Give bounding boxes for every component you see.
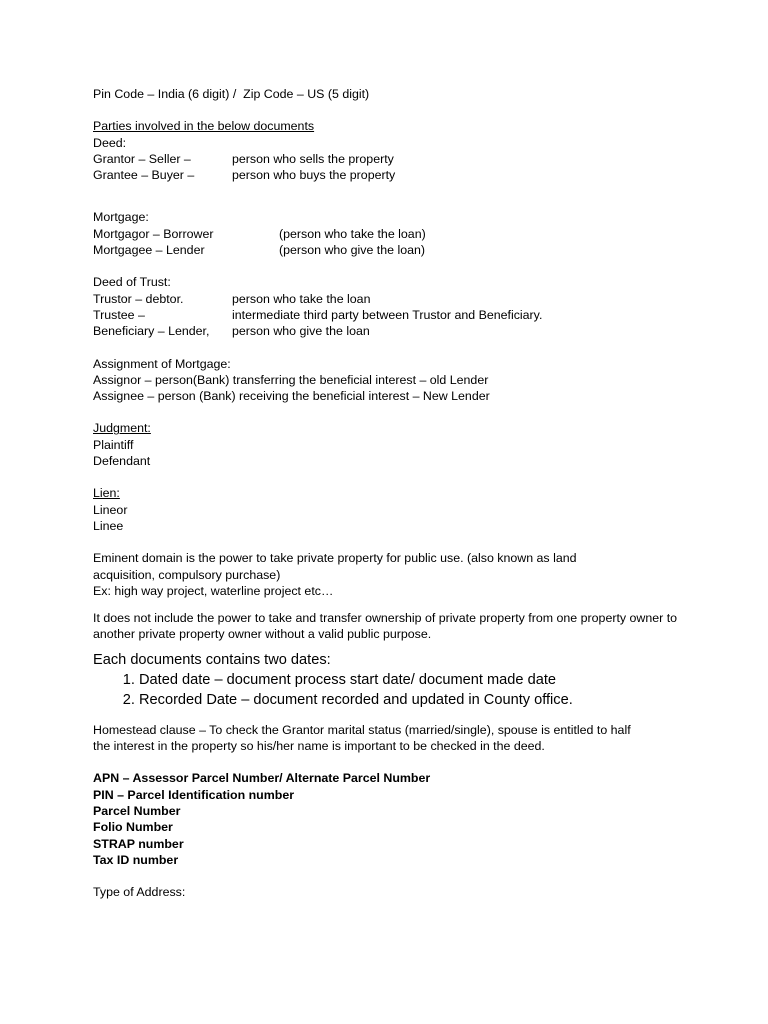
- mortgage-row: [93, 226, 693, 242]
- mortgage-desc: (person who take the loan): [279, 226, 426, 241]
- mortgage-term: Mortgagee – Lender: [93, 243, 205, 258]
- lien-item: Linee: [93, 518, 124, 533]
- lien-item: Lineor: [93, 502, 128, 517]
- trust-row: [93, 323, 693, 339]
- parcel-term: PIN – Parcel Identification number: [93, 787, 295, 802]
- judgment-title: Judgment:: [93, 421, 151, 436]
- trust-desc: person who give the loan: [232, 324, 370, 339]
- trust-desc: intermediate third party between Trustor and Beneficiary.: [232, 307, 543, 322]
- deed-term: Grantee – Buyer –: [93, 168, 195, 183]
- eminent-domain-example: Ex: high way project, waterline project etc…: [93, 583, 334, 598]
- eminent-domain-paragraph: Eminent domain is the power to take private property for public use. (also known as land acquisition, compulsory purchase): [93, 551, 577, 582]
- deed-desc: person who buys the property: [232, 168, 396, 183]
- pin-zip-line: Pin Code – India (6 digit) / Zip Code – US (5 digit): [93, 87, 370, 101]
- deed-term: Grantor – Seller –: [93, 151, 191, 166]
- mortgage-term: Mortgagor – Borrower: [93, 226, 214, 241]
- dates-list-item: 1. Dated date – document process start date/ document made date: [139, 670, 693, 690]
- eminent-domain-exception: It does not include the power to take and transfer ownership of private property from one property owner to another private property owner without a valid public purpose.: [93, 611, 678, 642]
- judgment-item: Defendant: [93, 454, 151, 469]
- parcel-term: Parcel Number: [93, 803, 181, 818]
- parcel-term: Folio Number: [93, 820, 173, 835]
- assignment-title: Assignment of Mortgage:: [93, 356, 231, 371]
- deed-title: Deed:: [93, 135, 127, 150]
- assignor-line: Assignor – person(Bank) transferring the beneficial interest – old Lender: [93, 372, 489, 387]
- address-heading: Type of Address:: [93, 885, 186, 900]
- trust-term: Beneficiary – Lender,: [93, 324, 210, 339]
- trust-term: Trustee –: [93, 307, 145, 322]
- deed-row: [93, 151, 693, 167]
- dates-heading: Each documents contains two dates:: [93, 651, 331, 668]
- trust-term: Trustor – debtor.: [93, 291, 184, 306]
- parcel-term: STRAP number: [93, 836, 184, 851]
- parties-heading: Parties involved in the below documents: [93, 119, 315, 134]
- deed-of-trust-title: Deed of Trust:: [93, 275, 171, 290]
- trust-row: [93, 291, 693, 307]
- trust-row: [93, 307, 693, 323]
- dates-list: [93, 670, 693, 710]
- parcel-term: APN – Assessor Parcel Number/ Alternate Parcel Number: [93, 771, 431, 786]
- judgment-item: Plaintiff: [93, 437, 134, 452]
- parcel-term: Tax ID number: [93, 852, 179, 867]
- lien-title: Lien:: [93, 486, 120, 501]
- mortgage-row: [93, 242, 693, 258]
- dates-list-item: 2. Recorded Date – document recorded and updated in County office.: [139, 690, 693, 710]
- assignee-line: Assignee – person (Bank) receiving the beneficial interest – New Lender: [93, 389, 490, 404]
- deed-desc: person who sells the property: [232, 151, 394, 166]
- deed-row: [93, 167, 693, 183]
- homestead-clause: Homestead clause – To check the Grantor marital status (married/single), spouse is entitled to half the interest in the property so his/her name is important to be checked in the deed.: [93, 722, 631, 754]
- mortgage-title: Mortgage:: [93, 210, 149, 225]
- trust-desc: person who take the loan: [232, 291, 371, 306]
- mortgage-desc: (person who give the loan): [279, 243, 426, 258]
- document-page: [93, 86, 693, 900]
